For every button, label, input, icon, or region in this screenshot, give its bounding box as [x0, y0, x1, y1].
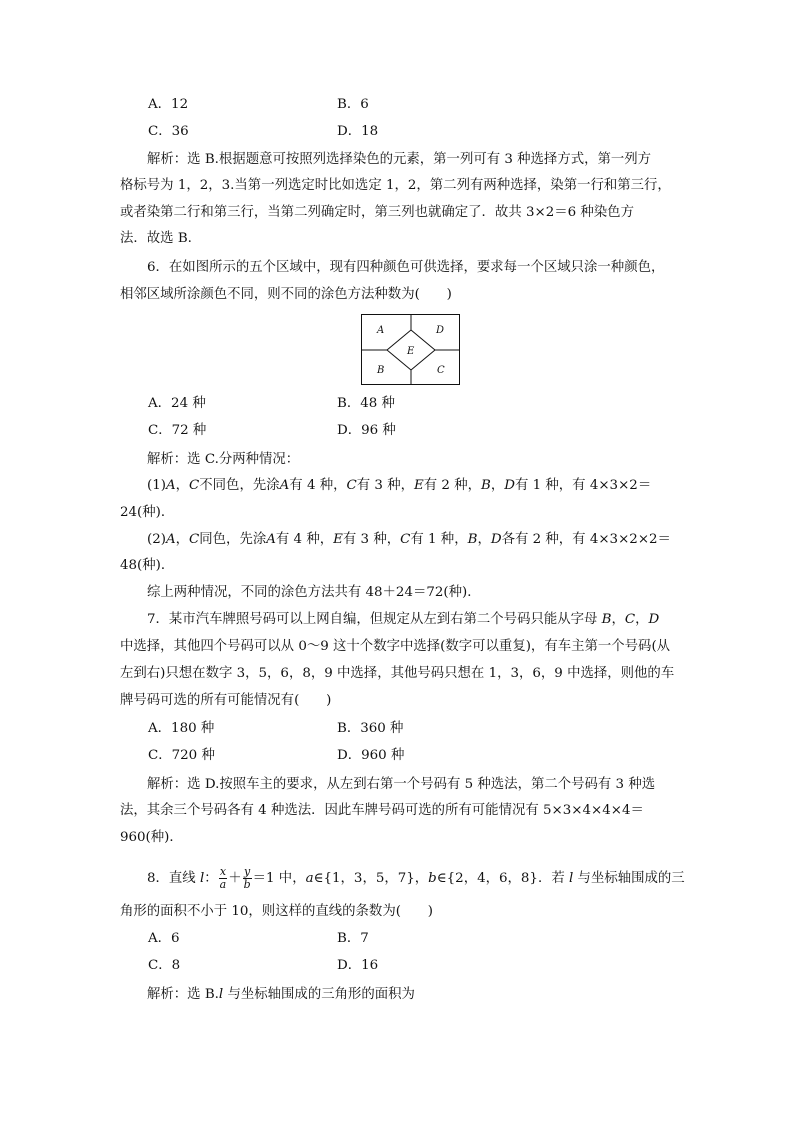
q6-case-1-line-1: (1)A，C不同色，先涂A有 4 种，C有 3 种，E有 2 种，B，D有 1 种，有 4×3×2＝ [147, 478, 652, 493]
fraction-y-over-b: $\frac{y}{b}$ [243, 865, 251, 891]
q6-option-b: B．48 种 [337, 396, 395, 411]
q8-option-d: D．16 [337, 958, 379, 973]
region-label-e: E [407, 346, 415, 357]
q6-option-c: C．72 种 [148, 423, 207, 438]
q6-case-1-line-2: 24(种)． [120, 505, 175, 520]
q7-stem-line-3: 左到右)只想在数字 3，5，6，8，9 中选择，其他号码只想在 1，3，6，9 中选择，则他的车 [120, 666, 675, 681]
q5-solution-line-4: 法．故选 B. [120, 231, 192, 246]
region-label-d: D [436, 325, 445, 336]
q7-option-c: C．720 种 [148, 748, 215, 763]
region-label-c: C [437, 365, 445, 376]
q8-solution-line-1: 解析：选 B.l 与坐标轴围成的三角形的面积为 [147, 987, 415, 1002]
q7-solution-line-3: 960(种)． [120, 830, 183, 845]
q6-case-2-line-1: (2)A，C同色，先涂A有 4 种，E有 3 种，C有 1 种，B，D各有 2 种，有 4×3×2×2＝ [147, 532, 671, 547]
q5-solution-line-2: 格标号为 1，2，3.当第一列选定时比如选定 1，2，第二列有两种选择，染第一行和第三行， [120, 178, 671, 193]
q8-option-a: A．6 [148, 931, 180, 946]
q6-summary: 综上两种情况，不同的涂色方法共有 48＋24＝72(种)． [147, 585, 481, 600]
q7-stem-line-2: 中选择，其他四个号码可以从 0～9 这十个数字中选择(数字可以重复)，有车主第一个号码(从 [120, 639, 671, 654]
fraction-x-over-a: $\frac{x}{a}$ [219, 865, 227, 891]
q6-solution-head: 解析：选 C.分两种情况： [147, 452, 300, 467]
q5-option-d: D．18 [337, 124, 379, 139]
q6-case-2-line-2: 48(种)． [120, 558, 175, 573]
q5-solution-line-1: 解析：选 B.根据题意可按照列选择染色的元素，第一列可有 3 种选择方式，第一列方 [147, 152, 652, 167]
q6-option-a: A．24 种 [148, 396, 206, 411]
q7-solution-line-2: 法，其余三个号码各有 4 种选法．因此车牌号码可选的所有可能情况有 5×3×4×4×4＝ [120, 803, 644, 818]
region-label-a: A [377, 325, 385, 336]
q6-stem-line-1: 6．在如图所示的五个区域中，现有四种颜色可供选择，要求每一个区域只涂一种颜色， [147, 260, 665, 275]
q7-option-b: B．360 种 [337, 721, 404, 736]
q5-solution-line-3: 或者染第二行和第三行，当第二列确定时，第三列也就确定了．故共 3×2＝6 种染色方 [120, 205, 634, 220]
q5-option-a: A．12 [148, 97, 189, 112]
q7-option-d: D．960 种 [337, 748, 405, 763]
q5-option-c: C．36 [148, 124, 189, 139]
five-region-figure [361, 314, 461, 386]
q6-stem-line-2: 相邻区域所涂颜色不同，则不同的涂色方法种数为( ) [120, 287, 452, 302]
q8-option-b: B．7 [337, 931, 369, 946]
q8-stem-line-1: 8．直线 l： $\frac{x}{a}$ ＋ $\frac{y}{b}$ ＝1 中，a∈{1，3，5，7}，b∈{2，4，6，8}．若 l 与坐标轴围成的三 [147, 865, 685, 891]
region-label-b: B [377, 365, 385, 376]
q8-stem-line-2: 角形的面积不小于 10，则这样的直线的条数为( ) [120, 904, 433, 919]
q7-stem-line-1: 7．某市汽车牌照号码可以上网自编，但规定从左到右第二个号码只能从字母 B，C，D [147, 612, 660, 627]
q7-option-a: A．180 种 [148, 721, 215, 736]
q7-stem-line-4: 牌号码可选的所有可能情况有( ) [120, 693, 332, 708]
q7-solution-line-1: 解析：选 D.按照车主的要求，从左到右第一个号码有 5 种选法，第二个号码有 3 种选 [147, 777, 656, 792]
q5-option-b: B．6 [337, 97, 369, 112]
q6-option-d: D．96 种 [337, 423, 396, 438]
q8-option-c: C．8 [148, 958, 181, 973]
